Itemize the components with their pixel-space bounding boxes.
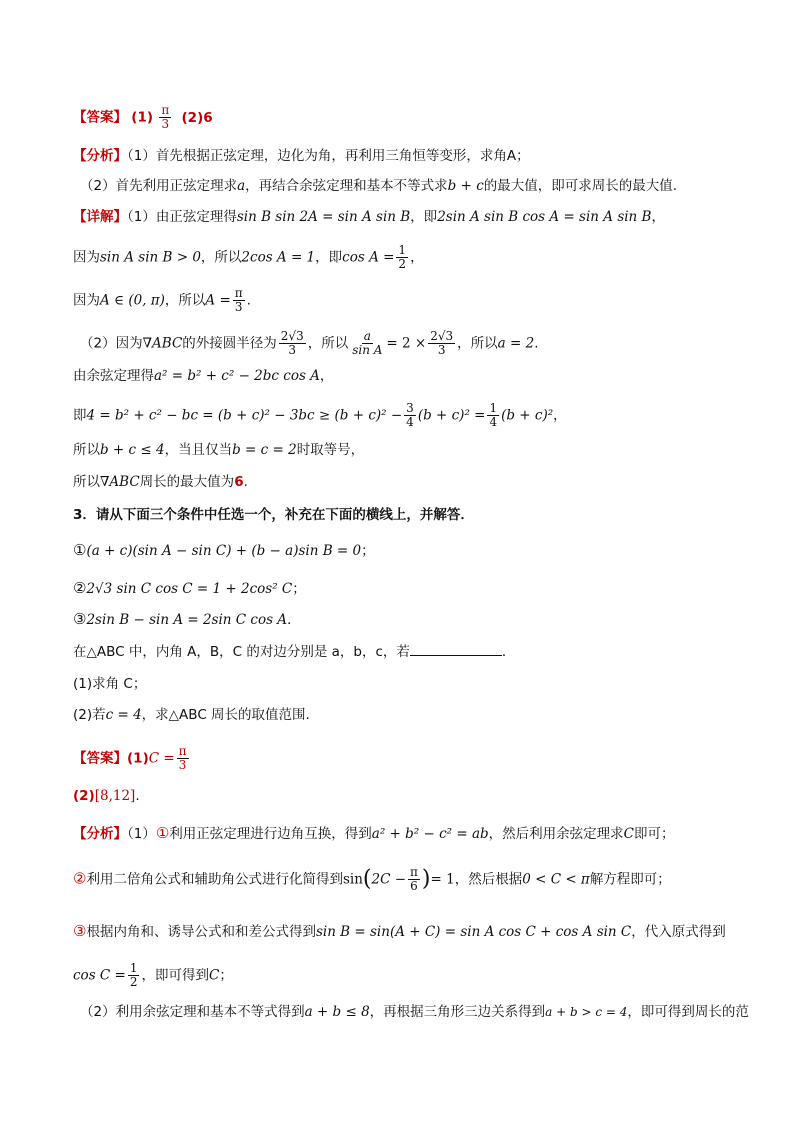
max-perimeter-value: 6 xyxy=(234,474,244,490)
math-formula: sin A sin B > 0 xyxy=(100,249,201,266)
math-formula: A = xyxy=(205,292,231,309)
condition-3 xyxy=(73,609,301,630)
condition-2 xyxy=(73,578,306,599)
question-title: 3．请从下面三个条件中任选一个，补充在下面的横线上，并解答． xyxy=(73,507,474,523)
detail-text: . xyxy=(243,474,248,490)
detail-text: （1）由正弦定理得 xyxy=(127,209,237,225)
math-formula: b = c = 2 xyxy=(232,442,297,458)
fraction-numerator: 3 xyxy=(406,401,414,415)
detail-text: ，所以 xyxy=(200,249,242,266)
math-formula: 2C − xyxy=(371,871,407,888)
fraction-denominator: sin A xyxy=(352,343,383,357)
analysis-text-2d: 的最大值，即可求周长的最大值. xyxy=(483,178,678,194)
detail-text: （2）因为 xyxy=(80,335,143,352)
detail-text: ，所以 xyxy=(164,292,206,309)
detail-text: 因为 xyxy=(73,292,100,309)
analysis-3-line-2 xyxy=(73,866,671,893)
radius-fraction xyxy=(279,330,306,357)
one-half-fraction xyxy=(128,962,140,989)
fraction-numerator: π xyxy=(161,103,170,117)
detail-text: ； xyxy=(361,543,375,559)
analysis-3-line-3 xyxy=(73,921,726,942)
detail-text: . xyxy=(135,788,140,804)
math-formula: cos C = xyxy=(73,967,126,984)
fraction-denominator: 3 xyxy=(161,117,170,131)
detail-text: 时取等号， xyxy=(296,442,365,458)
fraction-denominator: 3 xyxy=(437,343,446,357)
analysis-line-2 xyxy=(80,176,677,196)
math-formula: a² + b² − c² = ab xyxy=(371,826,489,842)
one-half-fraction xyxy=(396,244,408,271)
stem-text: 在△ABC 中，内角 A，B，C 的对边分别是 a，b，c，若 xyxy=(73,644,410,660)
fraction-denominator: 2 xyxy=(129,975,138,989)
fraction-numerator: π xyxy=(234,286,243,300)
pi-over-3-fraction xyxy=(233,287,245,314)
math-formula: C xyxy=(623,826,634,842)
answer-line-4 xyxy=(73,786,140,806)
fraction-denominator: 3 xyxy=(234,300,243,314)
detail-text: ，即 xyxy=(315,249,343,266)
detail-text: 解方程即可； xyxy=(589,871,671,888)
sub-question-2 xyxy=(73,705,310,725)
circled-number-3: ③ xyxy=(73,922,87,940)
detail-text: ， xyxy=(553,407,567,424)
analysis-3-line-1 xyxy=(73,823,675,844)
sub-question-text: (1)求角 C； xyxy=(73,676,147,692)
question-3-title xyxy=(73,505,474,525)
answer-tag: 【答案】 xyxy=(73,109,127,126)
answer-line-1 xyxy=(73,104,213,131)
detail-text: . xyxy=(534,335,539,352)
analysis-text-1: （1）首先根据正弦定理，边化为角，再利用三角恒等变形，求角A； xyxy=(127,148,530,164)
analysis-text-2b: ，再结合余弦定理和基本不等式求 xyxy=(245,178,448,194)
circled-number-1: ① xyxy=(155,824,170,842)
sub-question-text: ，求△ABC 周长的取值范围. xyxy=(141,707,310,723)
detail-text: ，所以 xyxy=(307,335,349,352)
math-formula: 0 < C < π xyxy=(522,871,590,888)
answer-line-3 xyxy=(73,745,191,772)
detail-text: ，所以 xyxy=(457,335,498,352)
detail-text: 由余弦定理得 xyxy=(73,368,154,384)
circled-number-2: ② xyxy=(73,579,87,597)
detail-text: 所以 xyxy=(73,442,100,458)
a-over-sina-fraction xyxy=(350,330,384,357)
detail-text: ． xyxy=(287,612,301,628)
analysis-tag: 【分析】 xyxy=(73,826,127,842)
fraction-denominator: 6 xyxy=(410,879,418,893)
analysis-tag: 【分析】 xyxy=(73,148,127,164)
detail-text: ； xyxy=(219,967,233,984)
math-formula: a + b > c = 4 xyxy=(545,1005,628,1019)
math-formula: = 1 xyxy=(430,871,455,888)
analysis-line-1 xyxy=(73,146,530,166)
detail-text: 利用二倍角公式和辅助角公式进行化简得到 xyxy=(86,871,343,888)
sub-question-1 xyxy=(73,674,146,694)
detail-text: 因为 xyxy=(73,249,100,266)
math-formula: C xyxy=(208,967,220,984)
detail-line-1 xyxy=(73,207,665,227)
math-formula: b + c ≤ 4 xyxy=(100,442,165,458)
math-formula: A ∈ (0, π) xyxy=(100,292,165,309)
answer-part-1: (1) xyxy=(131,109,154,126)
detail-text: ，即 xyxy=(410,209,438,225)
detail-text: 所以 xyxy=(73,474,100,490)
detail-text: 根据内角和、诱导公式和和差公式得到 xyxy=(86,924,316,940)
detail-text: ，即可得到 xyxy=(141,967,209,984)
math-formula: a² = b² + c² − 2bc cos A xyxy=(154,368,320,384)
math-formula: = 2 × xyxy=(386,335,427,352)
math-formula: a = 2 xyxy=(497,335,535,352)
detail-tag: 【详解】 xyxy=(73,209,127,225)
fraction-denominator: 3 xyxy=(178,758,187,772)
math-formula: 2sin B − sin A = 2sin C cos A xyxy=(86,612,288,628)
detail-line-3 xyxy=(73,287,251,314)
math-formula: C = xyxy=(148,750,175,767)
left-paren: ( xyxy=(362,866,372,892)
analysis-3-line-4 xyxy=(73,962,233,989)
math-formula: (b + c)² xyxy=(501,407,554,424)
math-formula: sin B = sin(A + C) = sin A cos C + cos A sin C xyxy=(315,924,632,940)
detail-text: 即 xyxy=(73,407,87,424)
detail-text: ， xyxy=(651,209,665,225)
radius-fraction xyxy=(428,330,455,357)
math-formula: ∇ABC xyxy=(142,335,183,352)
detail-text: ． xyxy=(501,644,516,660)
fraction-denominator: 4 xyxy=(489,415,498,429)
detail-line-5 xyxy=(73,366,333,386)
fraction-numerator: π xyxy=(178,744,187,758)
math-formula: c = 4 xyxy=(105,707,142,723)
detail-line-4 xyxy=(80,330,538,357)
question-stem xyxy=(73,641,515,662)
detail-text: ，再根据三角形三边关系得到 xyxy=(369,1004,546,1020)
detail-line-8 xyxy=(73,472,248,492)
detail-text: . xyxy=(246,292,251,309)
detail-text: （2）利用余弦定理和基本不等式得到 xyxy=(80,1004,305,1020)
math-formula: sin xyxy=(342,871,363,888)
math-a: a xyxy=(237,178,246,194)
fraction-denominator: 4 xyxy=(406,415,414,429)
detail-text: 即可； xyxy=(634,826,675,842)
math-formula: 4 = b² + c² − bc = (b + c)² − 3bc ≥ (b + c)² − xyxy=(86,407,403,424)
math-formula: 2sin A sin B cos A = sin A sin B xyxy=(437,209,652,225)
detail-text: ， xyxy=(410,249,424,266)
fraction-denominator: 2 xyxy=(398,257,407,271)
math-formula: 2cos A = 1 xyxy=(241,249,316,266)
fraction-denominator: 3 xyxy=(288,343,297,357)
fraction-numerator: 2√3 xyxy=(430,329,454,343)
pi-over-6-fraction xyxy=(408,866,420,893)
right-paren: ) xyxy=(421,866,431,892)
math-formula: cos A = xyxy=(342,249,395,266)
answer-tag: 【答案】 xyxy=(73,750,127,767)
math-formula: 2√3 sin C cos C = 1 + 2cos² C xyxy=(86,581,293,597)
sub-question-text: (2)若 xyxy=(73,707,106,723)
math-formula: ∇ABC xyxy=(100,474,140,490)
condition-1 xyxy=(73,540,375,561)
pi-over-3-fraction xyxy=(159,104,171,131)
circled-number-1: ① xyxy=(73,541,87,559)
circled-number-2: ② xyxy=(73,869,87,888)
fraction-numerator: 1 xyxy=(489,401,498,415)
analysis-text-2: （2）首先利用正弦定理求 xyxy=(80,178,238,194)
math-formula: (a + c)(sin A − sin C) + (b − a)sin B = 0 xyxy=(86,543,362,559)
fill-blank xyxy=(410,641,502,656)
answer-part-2: (2) xyxy=(73,788,95,804)
detail-text: ，即可得到周长的范 xyxy=(627,1004,749,1020)
detail-text: ，然后利用余弦定理求 xyxy=(488,826,624,842)
detail-text: 周长的最大值为 xyxy=(139,474,235,490)
detail-line-2 xyxy=(73,244,424,271)
math-formula: sin B sin 2A = sin A sin B xyxy=(236,209,411,225)
detail-text: ，当且仅当 xyxy=(164,442,233,458)
fraction-numerator: 1 xyxy=(398,243,407,257)
math-formula: a + b ≤ 8 xyxy=(304,1004,370,1020)
detail-text: 的外接圆半径为 xyxy=(182,335,277,352)
pi-over-3-fraction xyxy=(177,745,189,772)
analysis-3-line-5 xyxy=(80,1002,749,1022)
fraction-numerator: a xyxy=(363,329,371,343)
perimeter-range: [8,12] xyxy=(94,788,136,804)
one-quarter-fraction xyxy=(487,402,499,429)
detail-line-7 xyxy=(73,440,364,460)
fraction-numerator: 2√3 xyxy=(280,329,304,343)
detail-text: ； xyxy=(292,581,306,597)
math-formula: (b + c)² = xyxy=(417,407,486,424)
detail-line-6 xyxy=(73,402,567,429)
math-b-plus-c: b + c xyxy=(447,178,484,194)
answer-part-2: (2)6 xyxy=(181,109,213,126)
detail-text: ，代入原式得到 xyxy=(631,924,726,940)
detail-text: 利用正弦定理进行边角互换，得到 xyxy=(169,826,372,842)
fraction-numerator: π xyxy=(410,865,418,879)
answer-part-1: (1) xyxy=(127,750,149,767)
detail-text: ，然后根据 xyxy=(454,871,523,888)
three-quarters-fraction xyxy=(404,402,416,429)
fraction-numerator: 1 xyxy=(129,961,138,975)
detail-text: ， xyxy=(319,368,334,384)
circled-number-3: ③ xyxy=(73,610,87,628)
detail-text: （1） xyxy=(127,826,156,842)
